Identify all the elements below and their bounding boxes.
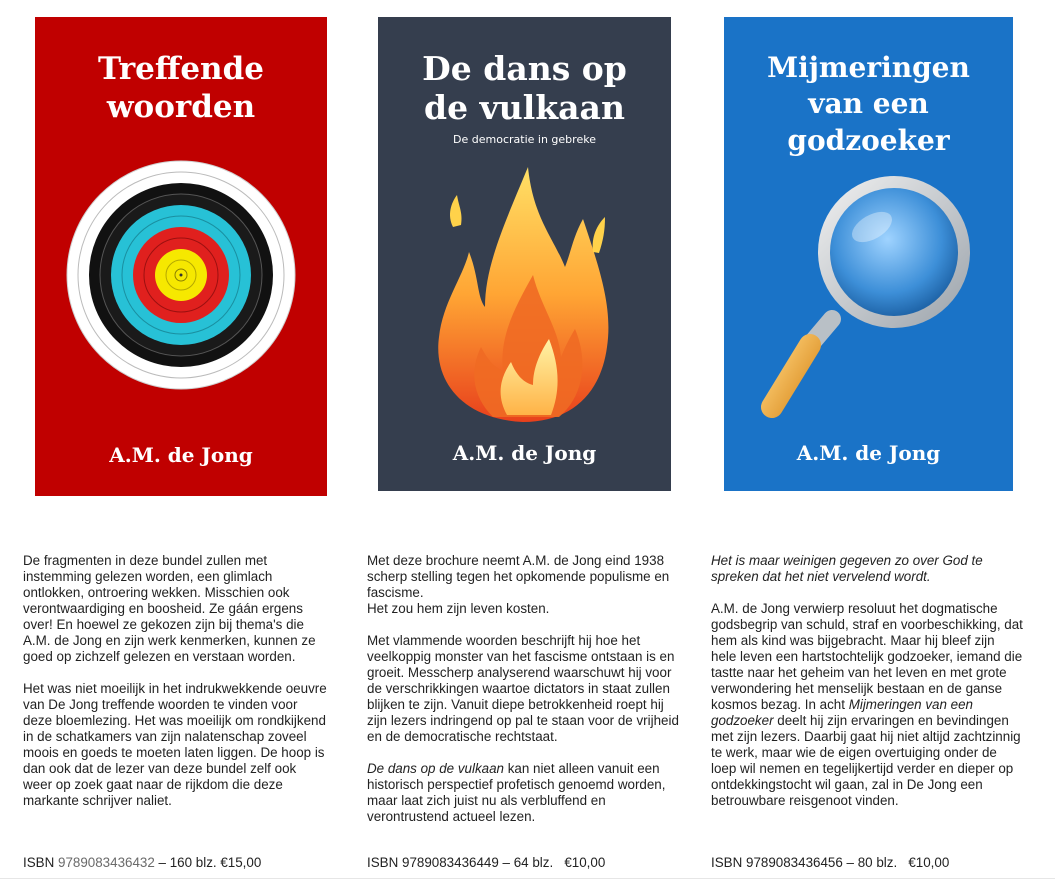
book-cover-de-dans-op-de-vulkaan[interactable] [378,17,671,491]
description-quote: Het is maar weinigen gegeven zo over God te spreken dat het niet vervelend wordt. [711,553,983,584]
isbn-label: ISBN [23,855,55,870]
cover-title-line: van een [808,87,929,121]
isbn-line [367,855,605,870]
book-title-italic: De dans op de vulkaan [367,761,504,776]
book-description [367,553,685,841]
description-paragraph: Met vlammende woorden beschrijft hij hoe het veelkoppig monster van het fascisme ontstaan is en groeit. Messcherp analyserend waarschuwt hij voor de verschrikkingen waartoe dictators in staat zullen blijken te zijn. Vanuit diepe betrokkenheid roept hij zijn lezers indringend op pal te staan voor de vrijheid en de democratische rechtstaat. [367,633,679,744]
book-description [711,553,1023,825]
description-paragraph [711,553,1023,585]
book-description [23,553,328,825]
description-text: kan niet alleen vanuit een historisch perspectief profetisch genoemd worden, maar laat zich juist nu als verbluffend en verontrustend actueel lezen. [367,761,666,824]
cover-title [724,50,1013,159]
cover-title-line: Treffende [98,51,264,87]
description-paragraph: De fragmenten in deze bundel zullen met instemming gelezen worden, een glimlach ontlokken, ontroering wekken. Misschien ook verontwaardiging en boosheid. Ze gáán ergens over! En hoewel ze gekozen zijn bij thema's die A.M. de Jong en zijn werk kenmerken, kunnen ze goed op zichzelf gelezen en verstaan worden. [23,553,316,664]
flame-icon [433,157,613,427]
cover-title-line: godzoeker [787,123,950,157]
book-title-italic: Mijmeringen van een godzoeker [711,697,974,728]
description-text: A.M. de Jong verwierp resoluut het dogmatische godsbegrip van schuld, straf en voorbeschikking, dat hem als kind was bijgebracht. Maar hij bleef zijn hele leven een hartstochtelijk godzoeker, iemand die tastte naar het geheim van het leven en met grote verwondering het menselijk bestaan en de ganse kosmos bezag. In acht [711,601,1023,712]
bottom-divider [0,878,1055,879]
isbn-number: 9789083436456 [746,855,843,870]
book-cover-mijmeringen-van-een-godzoeker[interactable] [724,17,1013,491]
description-line: Met deze brochure neemt A.M. de Jong eind 1938 scherp stelling tegen het opkomende populisme en fascisme. [367,553,670,600]
archery-target-icon [66,160,296,390]
cover-title-line: woorden [106,88,256,125]
cover-title-line: de vulkaan [424,87,625,127]
cover-author: A.M. de Jong [796,441,941,465]
pages-price: – 64 blz. €10,00 [498,855,606,870]
cover-title [35,51,327,127]
cover-title-line: De dans op [422,49,627,88]
description-paragraph [367,761,685,825]
pages-price: – 160 blz. €15,00 [154,855,262,870]
book-cover-treffende-woorden[interactable] [35,17,327,496]
cover-author: A.M. de Jong [109,443,253,467]
description-line: Het zou hem zijn leven kosten. [367,601,550,616]
cover-author: A.M. de Jong [452,441,597,465]
cover-title [378,50,671,127]
isbn-label: ISBN [367,855,399,870]
magnifying-glass-icon [754,167,994,427]
isbn-number: 9789083436449 [402,855,499,870]
isbn-line [711,855,949,870]
cover-subtitle: De democratie in gebreke [453,133,596,146]
pages-price: – 80 blz. €10,00 [842,855,950,870]
isbn-label: ISBN [711,855,743,870]
description-paragraph: Het was niet moeilijk in het indrukwekkende oeuvre van De Jong treffende woorden te vinden voor deze bloemlezing. Het was moeilijk om rondkijkend in de schatkamers van zijn nalatenschap zoveel moois en goeds te moeten laten liggen. De hoop is dan ook dat de lezer van deze bundel zelf ook weer op zoek gaat naar de rijkdom die deze markante schrijver naliet. [23,681,327,808]
description-text: deelt hij zijn ervaringen en bevindingen met zijn lezers. Daarbij gaat hij niet altijd zachtzinnig te werk, maar wie de eigen overtuiging onder de loep wil nemen en tegelijkertijd verder en dieper op ontdekkingstocht wil gaan, zal in De Jong een betrouwbare reisgenoot vinden. [711,713,1021,808]
description-paragraph [711,601,1023,809]
description-paragraph [367,553,685,617]
cover-title-line: Mijmeringen [767,51,970,84]
isbn-number: 9789083436432 [58,855,155,870]
isbn-line [23,855,261,870]
